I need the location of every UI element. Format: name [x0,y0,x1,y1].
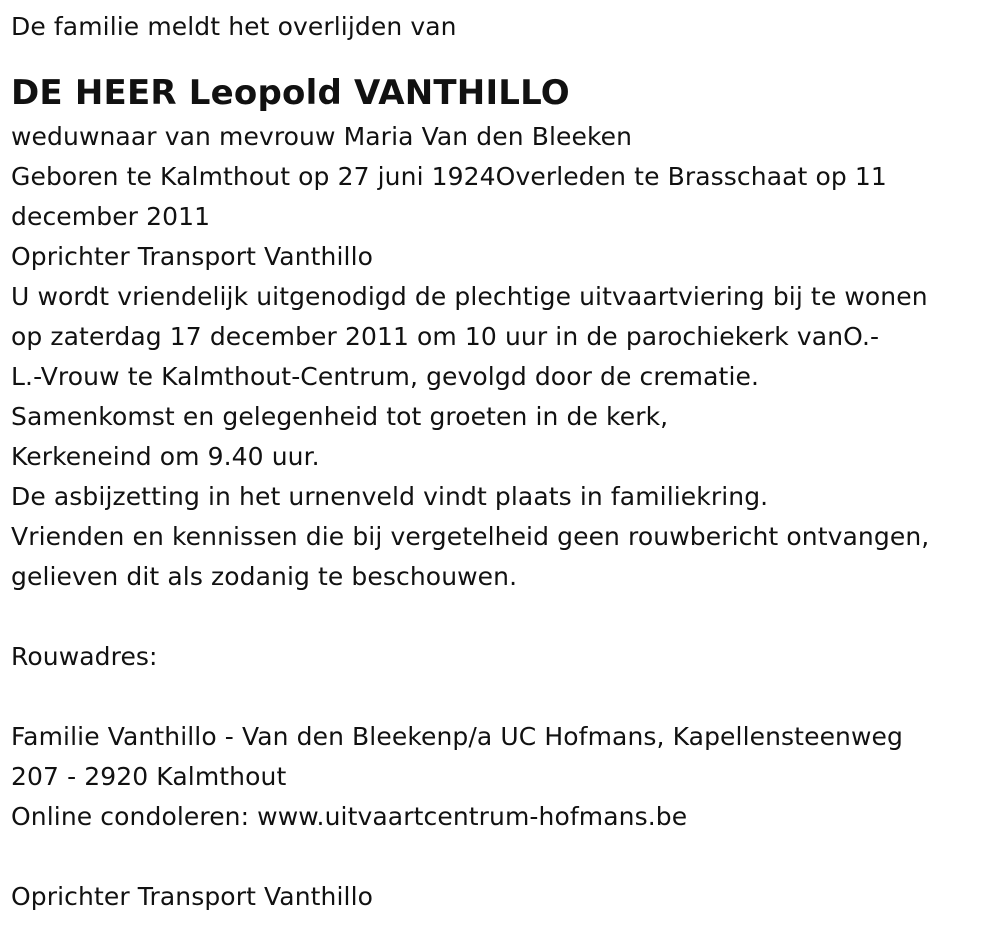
spacer [11,837,989,877]
deceased-name: DE HEER Leopold VANTHILLO [11,73,570,113]
footer-text: Oprichter Transport Vanthillo [11,882,374,911]
body-line: L.-Vrouw te Kalmthout-Centrum, gevolgd door de crematie. [11,362,760,391]
address-line: 207 - 2920 Kalmthout [11,762,287,791]
body-line: Geboren te Kalmthout op 27 juni 1924Overleden te Brasschaat op 11 [11,162,887,191]
body-line: U wordt vriendelijk uitgenodigd de plechtige uitvaartviering bij te wonen [11,282,928,311]
address-label: Rouwadres: [11,642,158,671]
body-line: december 2011 [11,202,211,231]
address-line: Familie Vanthillo - Van den Bleekenp/a UC Hofmans, Kapellensteenweg [11,722,903,751]
condolence-line: Online condoleren: www.uitvaartcentrum-hofmans.be [11,802,688,831]
body-line: Kerkeneind om 9.40 uur. [11,442,320,471]
spacer [11,597,989,637]
body-line: Samenkomst en gelegenheid tot groeten in de kerk, [11,402,669,431]
spacer [11,677,989,717]
body-line: op zaterdag 17 december 2011 om 10 uur in de parochiekerk vanO.- [11,322,880,351]
body-line: gelieven dit als zodanig te beschouwen. [11,562,518,591]
intro-text: De familie meldt het overlijden van [11,12,457,41]
body-line: Vrienden en kennissen die bij vergetelheid geen rouwbericht ontvangen, [11,522,930,551]
body-line: Oprichter Transport Vanthillo [11,242,374,271]
body-line: De asbijzetting in het urnenveld vindt plaats in familiekring. [11,482,769,511]
body-line: weduwnaar van mevrouw Maria Van den Bleeken [11,122,633,151]
